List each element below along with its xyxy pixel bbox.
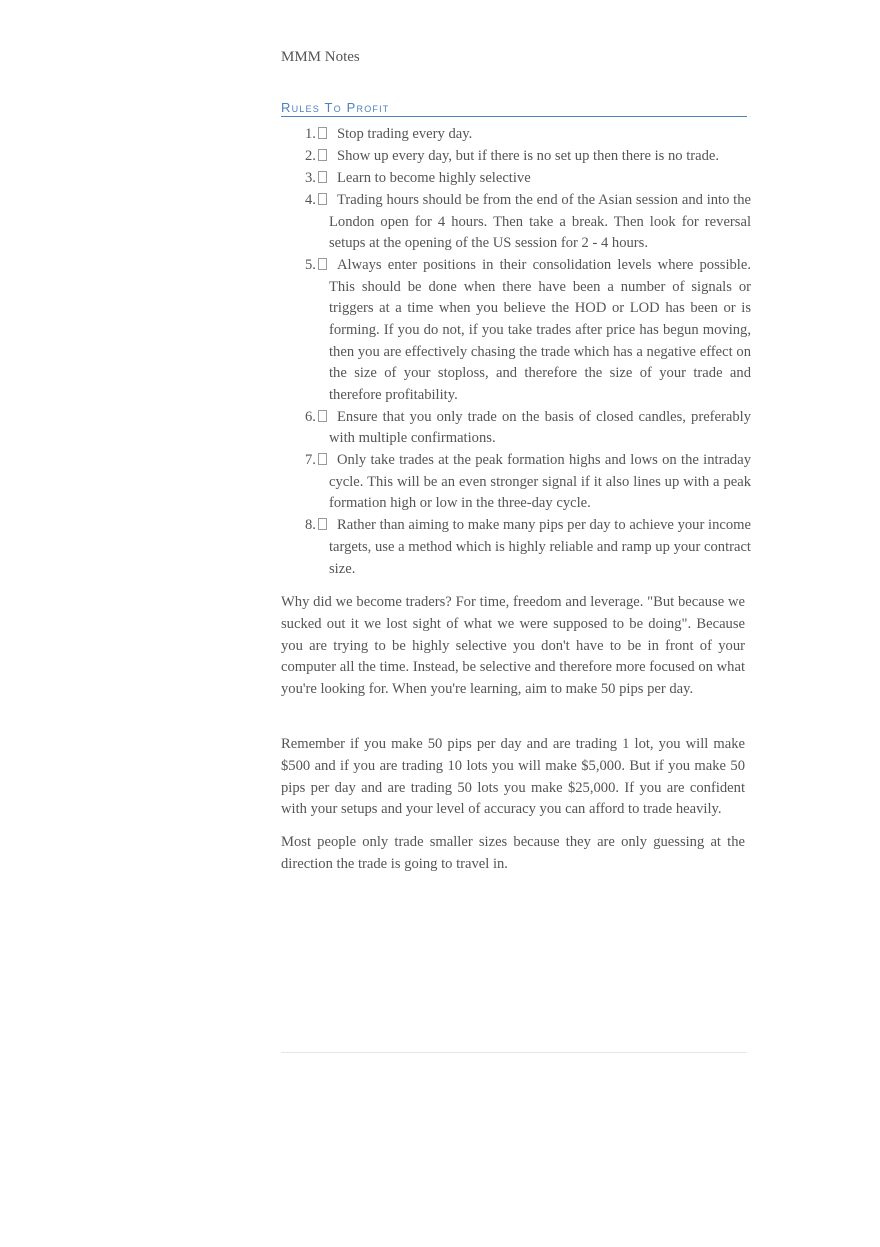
list-number: 3. (305, 169, 316, 186)
paragraph: Remember if you make 50 pips per day and are trading 1 lot, you will make $500 and if you are trading 10 lots you will make $5,000. But if you make 50 pips per day and are trading 50 lots you make $25,000. If you are confident with your setups and your level of accuracy you can afford to trade heavily. (281, 736, 745, 818)
body-text (281, 832, 745, 876)
missing-glyph-box (318, 453, 327, 465)
list-number: 4. (305, 191, 316, 208)
list-item-text: Always enter positions in their consolidation levels where possible. This should be done when there have been a number of signals or triggers at a time when you believe the HOD or LOD has been or is forming. If you do not, if you take trades after price has begun moving, then you are effectively chasing the trade which has a negative effect on the size of your stoploss, and therefore the size of your trade and therefore profitability. (329, 257, 751, 403)
missing-glyph-box (318, 258, 327, 270)
list-item-text: Ensure that you only trade on the basis of closed candles, preferably with multiple confirmations. (329, 408, 751, 447)
list-item-text: Trading hours should be from the end of the Asian session and into the London open for 4 hours. Then take a break. Then look for reversal setups at the opening of the US session for 2 - 4 hours. (329, 191, 751, 252)
list-item (281, 190, 751, 255)
list-number: 7. (305, 452, 316, 469)
missing-glyph-box (318, 410, 327, 422)
list-item (281, 168, 751, 190)
list-item-text: Learn to become highly selective (337, 169, 531, 186)
missing-glyph-box (318, 127, 327, 139)
list-item-text: Rather than aiming to make many pips per day to achieve your income targets, use a method which is highly reliable and ramp up your contract size. (329, 517, 751, 577)
list-number: 1. (305, 126, 316, 142)
body-text (281, 734, 745, 821)
list-number: 6. (305, 408, 316, 425)
list-item (281, 146, 751, 168)
list-item (281, 515, 751, 580)
list-item (281, 450, 751, 515)
list-item-text: Show up every day, but if there is no set up then there is no trade. (337, 147, 720, 164)
rules-list (281, 124, 751, 581)
missing-glyph-box (318, 149, 327, 161)
footer-divider (281, 1052, 747, 1053)
body-text (281, 592, 745, 701)
list-item-text: Only take trades at the peak formation highs and lows on the intraday cycle. This will be an even stronger signal if it also lines up with a peak formation high or low in the three-day cycle. (329, 452, 751, 512)
list-number: 2. (305, 147, 316, 164)
list-item (281, 255, 751, 406)
list-number: 5. (305, 257, 316, 274)
list-item-text: Stop trading every day. (337, 126, 473, 142)
missing-glyph-box (318, 171, 327, 183)
list-item (281, 124, 751, 146)
page-header-title: MMM Notes (281, 49, 360, 65)
list-item (281, 407, 751, 450)
missing-glyph-box (318, 193, 327, 205)
paragraph: Why did we become traders? For time, freedom and leverage. "But because we sucked out it we lost sight of what we were supposed to be doing". Because you are trying to be highly selective you don't have to be in front of your computer all the time. Instead, be selective and therefore more focused on what you're looking for. When you're learning, aim to make 50 pips per day. (281, 594, 745, 698)
list-number: 8. (305, 517, 316, 534)
missing-glyph-box (318, 518, 327, 530)
section-heading: Rules To Profit (281, 100, 747, 117)
paragraph: Most people only trade smaller sizes because they are only guessing at the direction the trade is going to travel in. (281, 834, 745, 872)
